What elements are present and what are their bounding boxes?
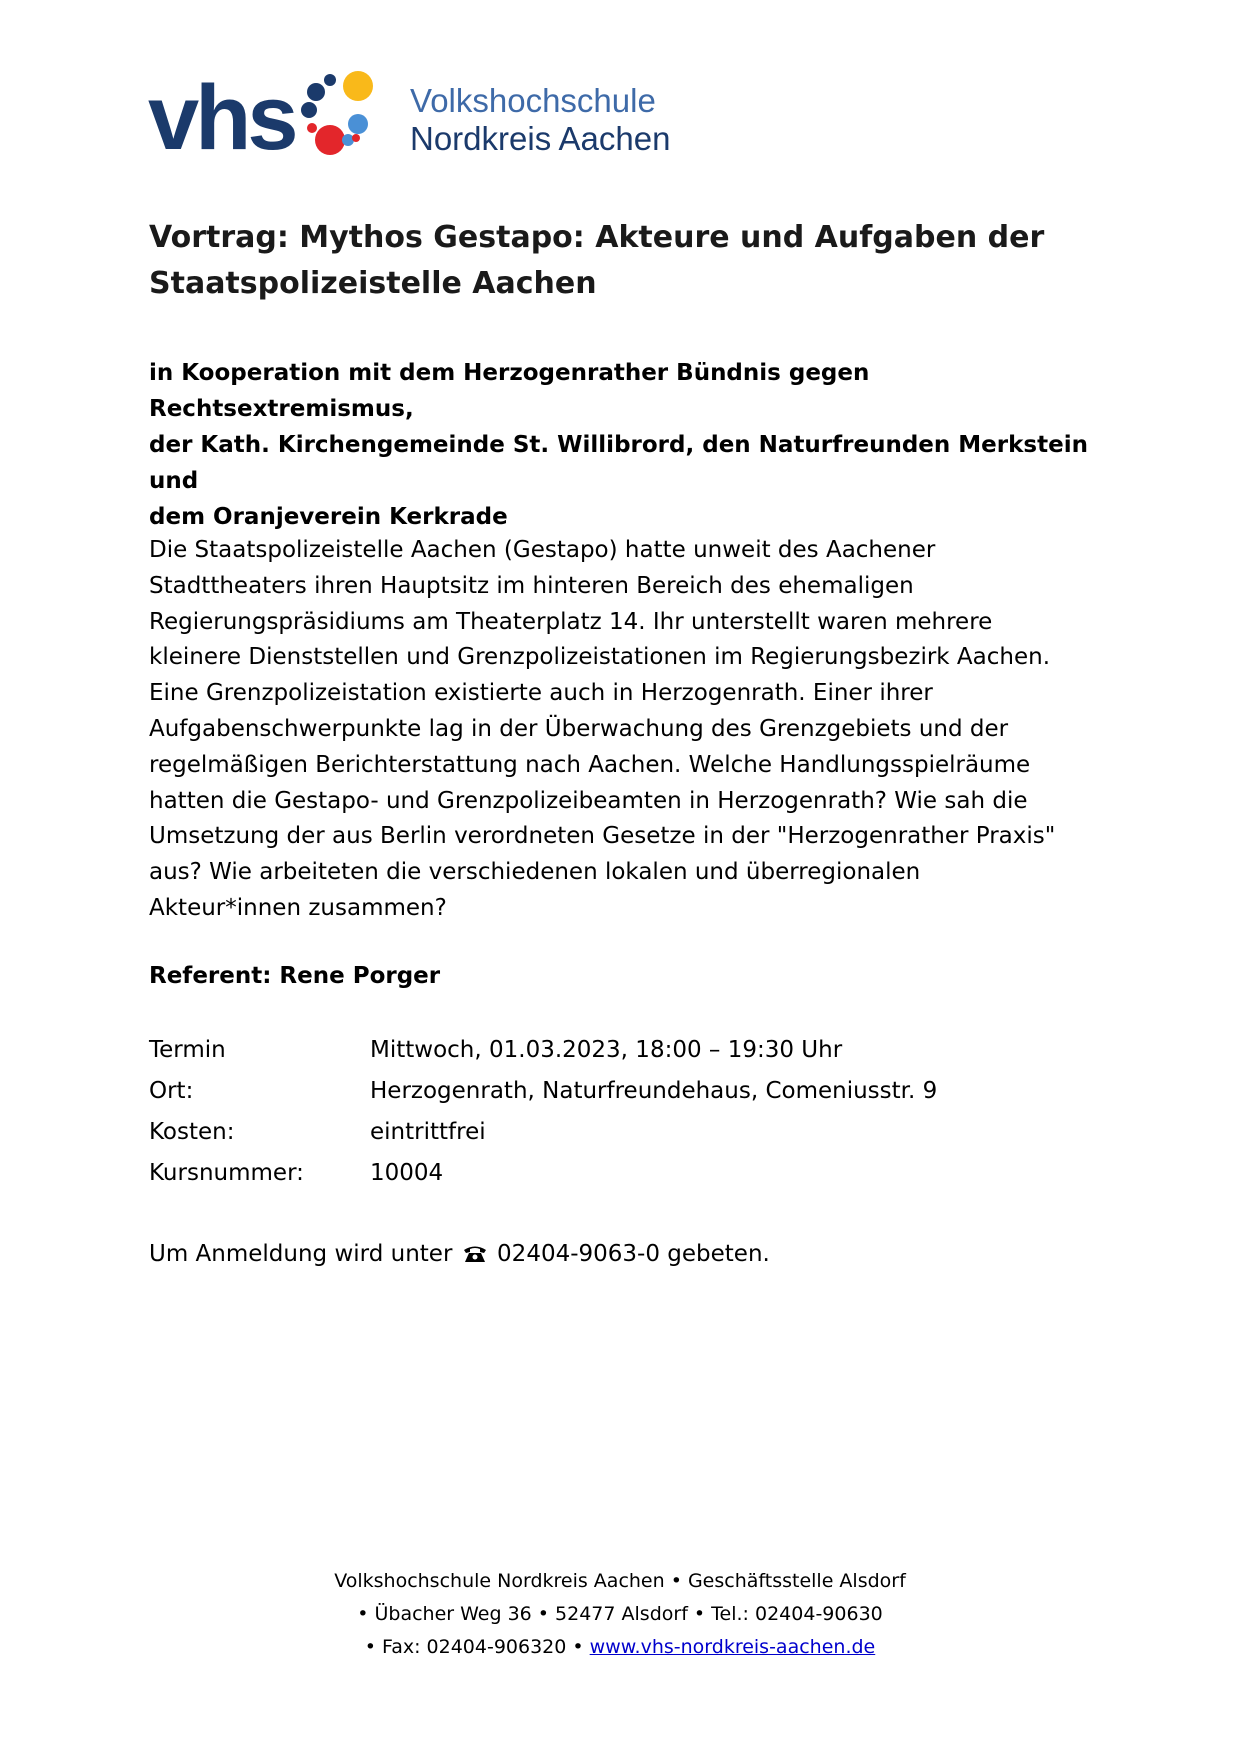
footer-fax: • Fax: 02404-906320 • [364,1636,584,1658]
title-line-2: Staatspolizeistelle Aachen [149,266,597,301]
description-paragraph [149,533,1109,927]
detail-label: Kosten: [149,1119,235,1145]
detail-value: Herzogenrath, Naturfreundehaus, Comeniusstr. 9 [370,1078,938,1104]
logo-text [410,82,670,158]
logo-dots-icon [296,70,396,166]
title-line-1: Vortrag: Mythos Gestapo: Akteure und Aufgaben der [149,220,1045,255]
detail-row-date [149,1030,937,1071]
footer-line-3 [0,1631,1240,1664]
description-line: aus? Wie arbeiteten die verschiedenen lokalen und überregionalen [149,859,921,886]
subtitle-line-2: der Kath. Kirchengemeinde St. Willibrord, den Naturfreunden Merkstein und [149,432,1088,494]
logo-line-nordkreis: Nordkreis Aachen [410,120,671,157]
logo-line-volkshochschule: Volkshochschule [410,82,656,119]
description-line: Stadttheaters ihren Hauptsitz im hinteren Bereich des ehemaligen [149,572,914,599]
detail-value: 10004 [370,1160,444,1186]
detail-value: eintrittfrei [370,1119,486,1145]
registration-suffix: 02404-9063-0 gebeten. [497,1241,770,1267]
detail-label: Ort: [149,1078,194,1104]
detail-row-location [149,1071,937,1112]
detail-label: Termin [149,1037,226,1063]
page-footer [0,1565,1240,1664]
description-line: Umsetzung der aus Berlin verordneten Gesetze in der "Herzogenrather Praxis" [149,823,1056,850]
description-line: Aufgabenschwerpunkte lag in der Überwachung des Grenzgebiets und der [149,715,1009,742]
detail-label: Kursnummer: [149,1160,304,1186]
website-link[interactable]: www.vhs-nordkreis-aachen.de [589,1636,876,1658]
speaker-label: Referent: Rene Porger [149,963,441,989]
subtitle-line-3: dem Oranjeverein Kerkrade [149,504,508,530]
page-title [149,215,1109,307]
detail-row-course-number [149,1153,937,1194]
description-line: Eine Grenzpolizeistation existierte auch in Herzogenrath. Einer ihrer [149,680,933,707]
description-line: regelmäßigen Berichterstattung nach Aachen. Welche Handlungsspielräume [149,751,1031,778]
description-line: kleinere Dienststellen und Grenzpolizeistationen im Regierungsbezirk Aachen. [149,644,1051,671]
cooperation-subtitle [149,355,1109,535]
description-line: Akteur*innen zusammen? [149,894,447,921]
description-line: hatten die Gestapo- und Grenzpolizeibeamten in Herzogenrath? Wie sah die [149,787,1028,814]
event-details [149,1030,937,1194]
footer-line-1: Volkshochschule Nordkreis Aachen • Geschäftsstelle Alsdorf [334,1570,906,1592]
detail-row-cost [149,1112,937,1153]
description-line: Die Staatspolizeistelle Aachen (Gestapo) hatte unweit des Aachener [149,537,936,563]
detail-value: Mittwoch, 01.03.2023, 18:00 – 19:30 Uhr [370,1037,843,1063]
vhs-logo [148,67,688,169]
telephone-icon [462,1243,488,1263]
logo-brand: vhs [148,67,295,169]
description-line: Regierungspräsidiums am Theaterplatz 14. Ihr unterstellt waren mehrere [149,608,993,635]
footer-line-2: • Übacher Weg 36 • 52477 Alsdorf • Tel.: 02404-90630 [357,1603,883,1625]
registration-note [149,1236,770,1272]
registration-prefix: Um Anmeldung wird unter [149,1241,453,1267]
subtitle-line-1: in Kooperation mit dem Herzogenrather Bündnis gegen Rechtsextremismus, [149,360,870,422]
